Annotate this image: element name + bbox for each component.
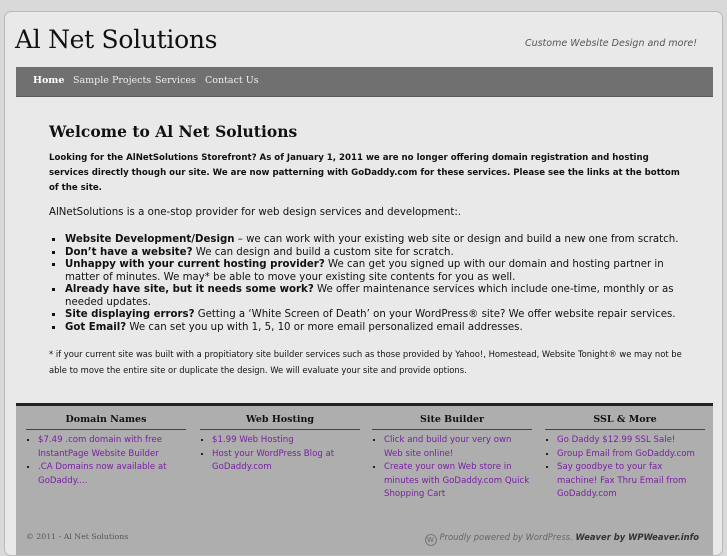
footer-link[interactable]: Click and build your very own Web site online! [384, 435, 512, 459]
footer-link[interactable]: $1.99 Web Hosting [212, 435, 294, 445]
footer-link[interactable]: Go Daddy $12.99 SSL Sale! [557, 435, 676, 445]
nav-home[interactable]: Home [33, 75, 65, 86]
main-content [49, 122, 689, 378]
weaver-link[interactable]: Weaver by WPWeaver.info [575, 532, 699, 542]
nav-sample-projects[interactable]: Sample Projects [73, 75, 152, 86]
list-item: ▪ Already have site, but it needs some work? We offer maintenance services which include one-time, monthly or as needed updates. [64, 284, 689, 309]
footer-link[interactable]: Create your own Web store in minutes with GoDaddy.com Quick Shopping Cart [384, 462, 530, 499]
site-title[interactable]: Al Net Solutions [15, 25, 218, 54]
powered-by-wordpress-link[interactable]: Proudly powered by WordPress. [439, 532, 573, 542]
list-item: ▪ Website Development/Design – we can work with your existing web site or design and build a new one from scratch. [64, 234, 689, 247]
footer-col-title: Web Hosting [200, 414, 360, 430]
footer-col-ssl-more [545, 414, 705, 502]
footer-col-title: SSL & More [545, 414, 705, 430]
footer-col-site-builder [372, 414, 532, 502]
wordpress-icon: W [425, 534, 437, 546]
footer-col-web-hosting [200, 414, 360, 475]
main-nav [16, 67, 713, 97]
list-item: ▪ Got Email? We can set you up with 1, 5, 10 or more email personalized email addresses. [64, 322, 689, 335]
footer-col-domain-names [26, 414, 186, 488]
storefront-notice: Looking for the AlNetSolutions Storefront? As of January 1, 2011 we are no longer offering domain registration and hosting services directly though our site. We are now patterning with GoDaddy.com for these services. Please see the links at the bottom of the site. [49, 153, 680, 193]
powered-by [425, 532, 700, 546]
footer-col-title: Domain Names [26, 414, 186, 430]
footer-col-title: Site Builder [372, 414, 532, 430]
footnote: * if your current site was built with a propitiatory site builder services such as those provided by Yahoo!, Homestead, Website Tonight® we may not be able to move the entire site or duplicate the design. We will evaluate your site and provide options. [49, 349, 682, 375]
footer-link[interactable]: .CA Domains now available at GoDaddy.... [38, 462, 167, 486]
footer [16, 403, 713, 556]
footer-link[interactable]: Host your WordPress Blog at GoDaddy.com [212, 448, 335, 472]
list-item: ▪ Site displaying errors? Getting a ‘White Screen of Death’ on your WordPress® site? We offer website repair services. [64, 309, 689, 322]
services-list [49, 234, 689, 334]
footer-link[interactable]: Say goodbye to your fax machine! Fax Thru Email from GoDaddy.com [557, 462, 687, 499]
page-wrapper [4, 11, 723, 556]
intro-text: AlNetSolutions is a one-stop provider for web design services and development:. [49, 207, 462, 218]
copyright: © 2011 - Al Net Solutions [26, 532, 129, 541]
footer-link[interactable]: $7.49 .com domain with free InstantPage Website Builder [38, 435, 162, 459]
nav-contact-us[interactable]: Contact Us [205, 75, 259, 86]
list-item: ▪ Don’t have a website? We can design and build a custom site for scratch. [64, 247, 689, 260]
page-title: Welcome to Al Net Solutions [49, 122, 298, 141]
nav-services[interactable]: Services [155, 75, 196, 86]
footer-link[interactable]: Group Email from GoDaddy.com [557, 448, 695, 459]
list-item: ▪ Unhappy with your current hosting provider? We can get you signed up with our domain and hosting partner in matter of minutes. We may* be able to move your existing site contents for you as well. [64, 259, 689, 284]
site-tagline: Custome Website Design and more! [524, 38, 697, 49]
